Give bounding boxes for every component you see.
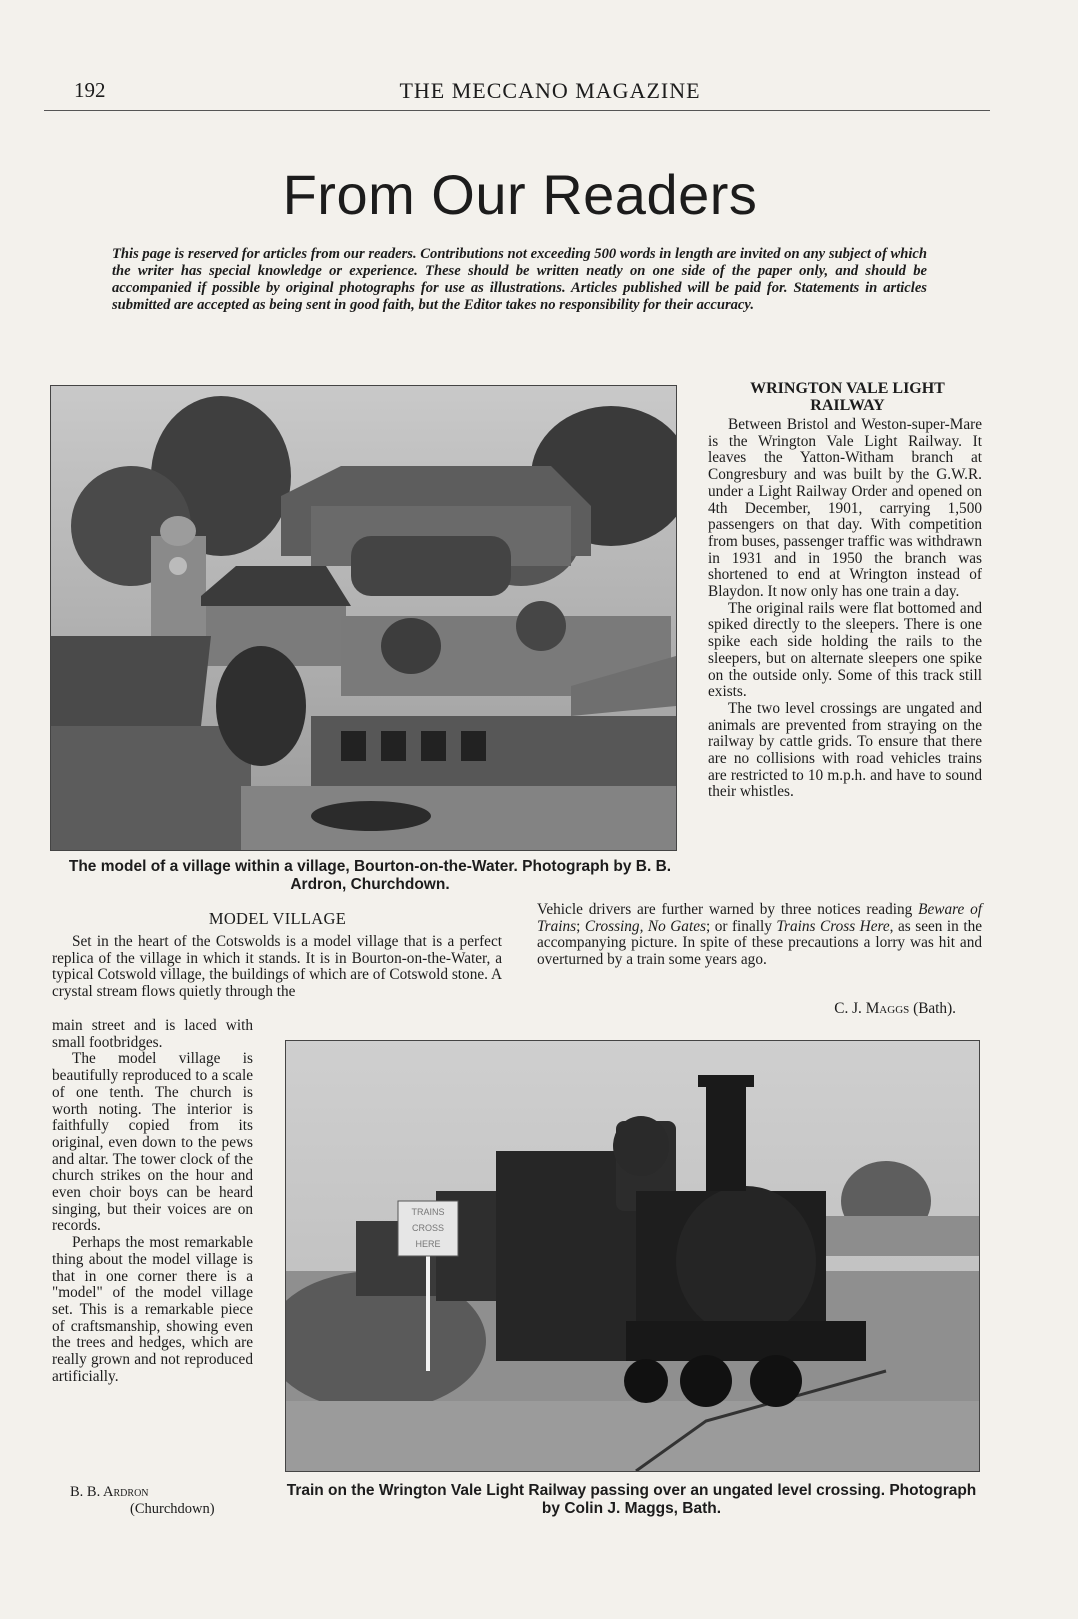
- train-photo: [285, 1040, 980, 1472]
- wrington-cont-text-a: Vehicle drivers are further warned by three notices reading: [537, 901, 919, 918]
- village-photo: [50, 385, 677, 851]
- model-village-author-place: (Churchdown): [130, 1501, 215, 1517]
- notice-trains-cross: Trains Cross Here: [776, 917, 890, 935]
- intro-paragraph: This page is reserved for articles from our readers. Contributions not exceeding 500 words in length are invited on any subject of which the writer has special knowledge or experience. These should be written neatly on one side of the paper only, and should be accompanied if possible by original photographs for use as illustrations. Articles published will be paid for. Statements in articles submitted are accepted as being sent in good faith, but the Editor takes no responsibility for their accuracy.: [112, 246, 927, 313]
- sign-line-1: TRAINS: [411, 1207, 445, 1217]
- wrington-continuation: [537, 902, 982, 969]
- model-village-heading: MODEL VILLAGE: [208, 909, 347, 928]
- notice-separator-2: ; or finally: [705, 917, 777, 935]
- wrington-para-2: The original rails were flat bottomed and spiked directly to the sleepers. There is one spike each side holding the rails to the sleepers, but on alternate sleepers one spike on the outside only. Some of this track still exists.: [708, 599, 982, 701]
- village-photo-image: [51, 386, 676, 850]
- wrington-cont-text-b: , as seen in the accompanying picture. In spite of these precautions a lorry was hit and overturned by a train some years ago.: [537, 917, 983, 969]
- wrington-signature: [780, 1000, 956, 1018]
- wrington-para-3: The two level crossings are ungated and animals are prevented from straying on the railway by cattle grids. To ensure that there are no collisions with road vehicles trains are restricted to 10 m.p.h. and have to sound their whistles.: [708, 699, 982, 801]
- notice-beware: Beware of Trains: [537, 901, 982, 935]
- train-photo-caption: Train on the Wrington Vale Light Railway passing over an ungated level crossing. Photograph by Colin J. Maggs, Bath.: [286, 1482, 977, 1517]
- page-number: 192: [74, 78, 106, 102]
- model-village-para-2: The model village is beautifully reproduced to a scale of one tenth. The church is worth noting. The interior is faithfully copied from its original, even down to the pews and altar. The tower clock of the church strikes on the hour and even choir boys can be heard singing, but their voices are on records.: [52, 1050, 253, 1235]
- sign-line-3: HERE: [415, 1239, 441, 1249]
- model-village-wide-text: [52, 934, 502, 1001]
- wrington-para-1: Between Bristol and Weston-super-Mare is the Wrington Vale Light Railway. It leaves the Yatton-Witham branch at Congresbury and was built by the G.W.R. under a Light Railway Order and opened on 4th December, 1901, carrying 1,500 passengers on that day. With competition from buses, passenger traffic was withdrawn in 1931 and in 1950 the branch was shortened to end at Wrington instead of Blaydon. It now only has one train a day.: [708, 416, 982, 601]
- wrington-column: [708, 417, 982, 801]
- page-title: From Our Readers: [282, 163, 758, 226]
- header-rule: [44, 110, 990, 111]
- model-village-narrow-column: [52, 1018, 253, 1385]
- village-photo-caption: The model of a village within a village, Bourton-on-the-Water. Photograph by B. B. Ardron, Churchdown.: [68, 858, 672, 893]
- model-village-para-3: Perhaps the most remarkable thing about the model village is that in one corner there is a "model" of the model village set. This is a remarkable piece of craftsmanship, showing even the trees and hedges, which are really grown and not reproduced artificially.: [52, 1234, 253, 1385]
- notice-crossing: Crossing, No Gates: [584, 917, 706, 935]
- magazine-title: THE MECCANO MAGAZINE: [399, 78, 701, 103]
- model-village-para-1-cont: main street and is laced with small footbridges.: [52, 1017, 253, 1051]
- model-village-author: B. B. Ardron: [70, 1484, 149, 1500]
- wrington-heading: WRINGTON VALE LIGHT RAILWAY: [750, 380, 945, 414]
- model-village-para-1: Set in the heart of the Cotswolds is a model village that is a perfect replica of the village in which it stands. It is in Bourton-on-the-Water, a typical Cotswold village, the buildings of which are of Cotswold stone. A crystal stream flows quietly through the: [52, 933, 502, 1001]
- notice-separator-1: ;: [576, 917, 585, 935]
- train-photo-image: [286, 1041, 979, 1471]
- wrington-author: C. J. Maggs: [834, 1000, 910, 1017]
- model-village-signature: [70, 1484, 215, 1518]
- wrington-author-place: (Bath).: [913, 1000, 956, 1017]
- sign-line-2: CROSS: [411, 1223, 445, 1233]
